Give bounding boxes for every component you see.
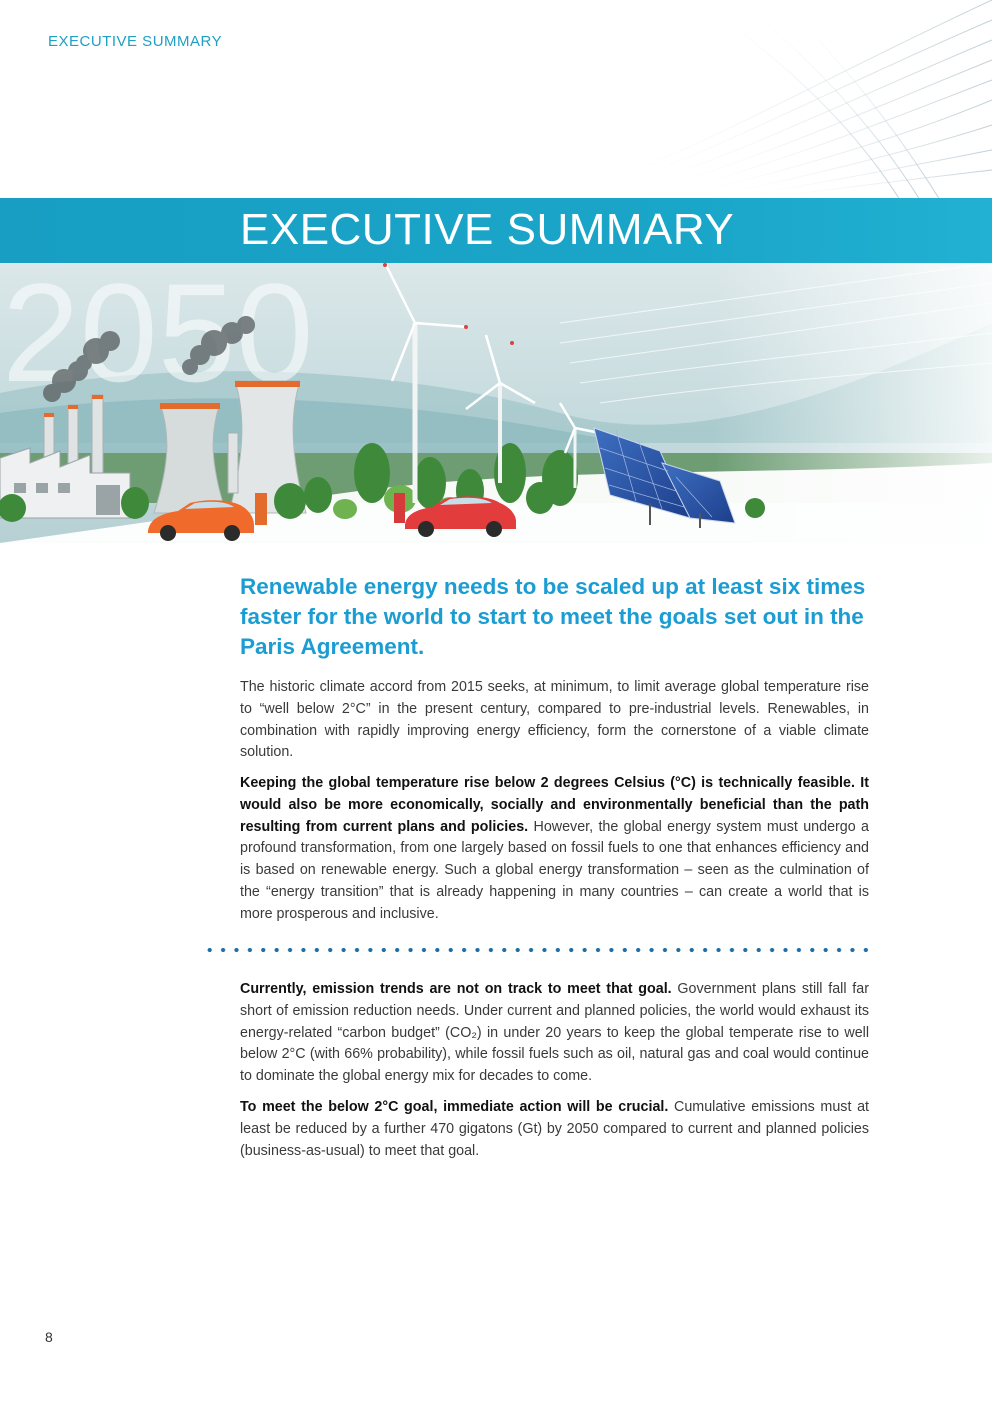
paragraph-3-bold: Currently, emission trends are not on track to meet that goal. <box>240 981 672 997</box>
paragraph-4-bold: To meet the below 2°C goal, immediate action will be crucial. <box>240 1099 669 1115</box>
hero-illustration <box>0 263 992 543</box>
paragraph-2-text: However, the global energy system must undergo a profound transformation, from one largely based on fossil fuels to one that enhances efficiency and is based on renewable energy. Such a global energy transformation – seen as the culmination of the “energy transition” that is already happening in many countries – can create a world that is more prosperous and inclusive. <box>240 818 869 922</box>
page-number: 8 <box>45 1329 53 1345</box>
paragraph-3-text: Government plans still fall far short of emission reduction needs. Under current and planned policies, the world would exhaust its energy-related “carbon budget” (CO₂) in under 20 years to keep the global temperate rise to well below 2°C (with 66% probability), while fossil fuels such as oil, natural gas and coal would continue to dominate the global energy mix for decades to come. <box>240 981 869 1085</box>
headline: Renewable energy needs to be scaled up at least six times faster for the world to start to meet the goals set out in the Paris Agreement. <box>240 574 866 659</box>
paragraph-2 <box>240 773 869 926</box>
paragraph-1-text: The historic climate accord from 2015 seeks, at minimum, to limit average global temperature rise to “well below 2°C” in the present century, compared to pre-industrial levels. Renewables, in combination with rapidly improving energy efficiency, form the cornerstone of a viable climate solution. <box>240 679 869 761</box>
paragraph-2-bold: Keeping the global temperature rise below 2 degrees Celsius (°C) is technically feasible. It would also be more economically, socially and environmentally beneficial than the path resulting from current plans and policies. <box>240 775 869 835</box>
page-title: EXECUTIVE SUMMARY <box>240 205 735 254</box>
paragraph-4 <box>240 1097 869 1162</box>
paragraph-4-text: Cumulative emissions must at least be reduced by a further 470 gigatons (Gt) by 2050 compared to current and planned policies (business-as-usual) to meet that goal. <box>240 1099 869 1159</box>
swoosh-graphic <box>0 0 992 200</box>
running-header: EXECUTIVE SUMMARY <box>48 33 223 50</box>
paragraph-3 <box>240 979 869 1088</box>
dotted-divider <box>203 946 873 954</box>
paragraph-1 <box>240 677 869 764</box>
